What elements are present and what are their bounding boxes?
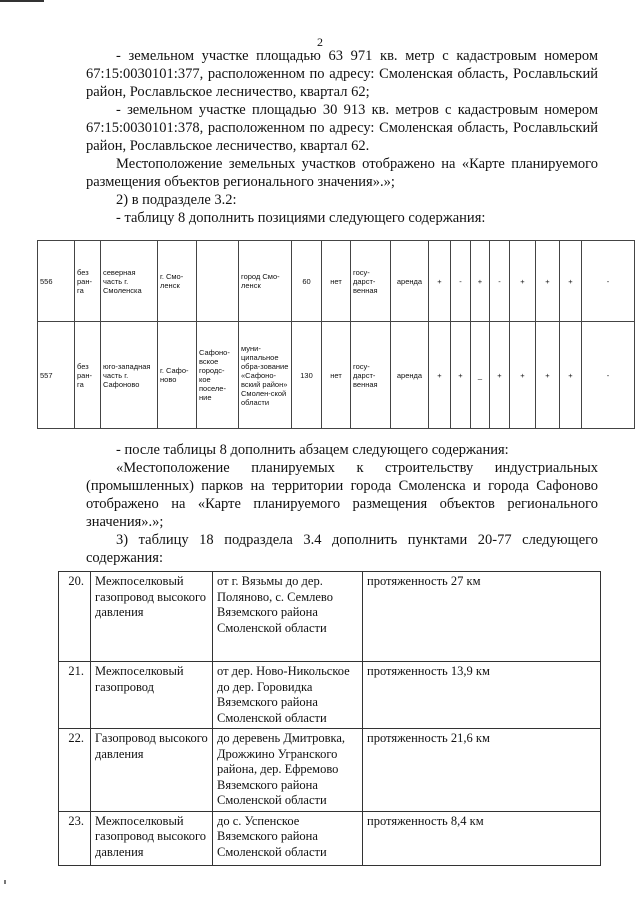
table-cell-parameter: протяженность 13,9 км xyxy=(363,662,601,729)
table-cell: северная часть г. Смоленска xyxy=(101,241,158,322)
table-cell-parameter: протяженность 27 км xyxy=(363,572,601,662)
paragraph-industrial-parks: «Местоположение планируемых к строительству индустриальных (промышленных) парков на территории города Смоленска и города Сафоново отображено на «Карте планируемого размещения объектов регионального значения».»; xyxy=(86,460,598,530)
table-cell: + xyxy=(429,241,451,322)
table-cell-number: 20. xyxy=(59,572,91,662)
table-cell-name: Межпоселковый газопровод высокого давления xyxy=(91,811,213,865)
table-row xyxy=(59,729,601,812)
page-number: 2 xyxy=(317,35,323,49)
table-cell: аренда xyxy=(391,241,429,322)
table-cell: + xyxy=(510,322,536,429)
table-cell: + xyxy=(490,322,510,429)
table-cell-parameter: протяженность 8,4 км xyxy=(363,811,601,865)
table-cell: + xyxy=(536,322,560,429)
table-cell: 60 xyxy=(292,241,322,322)
table-cell: + xyxy=(451,322,471,429)
table-cell: + xyxy=(510,241,536,322)
paragraph-after-table8: - после таблицы 8 дополнить абзацем следующего содержания: xyxy=(116,442,509,458)
table-row xyxy=(59,811,601,865)
table-cell: Сафоно-вское городс-кое поселе-ние xyxy=(197,322,239,429)
table-cell: без ран-га xyxy=(75,322,101,429)
table-cell-number: 22. xyxy=(59,729,91,812)
table-cell: аренда xyxy=(391,322,429,429)
table-cell: нет xyxy=(322,241,351,322)
table-cell: 130 xyxy=(292,322,322,429)
table-cell: 556 xyxy=(38,241,75,322)
table-cell: - xyxy=(582,241,635,322)
table-cell: госу-дарст-венная xyxy=(351,322,391,429)
table-cell: г. Сафо-ново xyxy=(158,322,197,429)
table-cell-location: от дер. Ново-Никольское до дер. Горовидка Вяземского района Смоленской области xyxy=(213,662,363,729)
table-row xyxy=(38,322,635,429)
table-cell: - xyxy=(490,241,510,322)
table-cell-name: Межпоселковый газопровод высокого давления xyxy=(91,572,213,662)
table-row xyxy=(38,241,635,322)
table-cell-location: до деревень Дмитровка, Дрожжино Угранского района, дер. Ефремово Вяземского района Смоленской области xyxy=(213,729,363,812)
table-cell: + xyxy=(471,241,490,322)
table-cell xyxy=(197,241,239,322)
table-cell: госу-дарст-венная xyxy=(351,241,391,322)
table-cell: г. Смо-ленск xyxy=(158,241,197,322)
table-8 xyxy=(37,240,635,429)
table-cell: без ран-га xyxy=(75,241,101,322)
table-cell: - xyxy=(582,322,635,429)
header-rule xyxy=(0,0,44,2)
scan-mark xyxy=(4,880,6,884)
paragraph-table18-intro: 3) таблицу 18 подраздела 3.4 дополнить пунктами 20-77 следующего содержания: xyxy=(86,532,598,566)
table-cell: + xyxy=(536,241,560,322)
table-cell-parameter: протяженность 21,6 км xyxy=(363,729,601,812)
table-cell: 557 xyxy=(38,322,75,429)
paragraph-plot-378: - земельном участке площадью 30 913 кв. метров с кадастровым номером 67:15:0030101:378, расположенном по адресу: Смоленская область, Рославльский район, Рославльское лесничество, квартал 62. xyxy=(86,102,598,154)
paragraph-subsection-3-2: 2) в подразделе 3.2: xyxy=(116,192,237,208)
table-cell: юго-западная часть г. Сафоново xyxy=(101,322,158,429)
table-cell: _ xyxy=(471,322,490,429)
table-cell-location: от г. Вязьмы до дер. Поляново, с. Семлево Вяземского района Смоленской области xyxy=(213,572,363,662)
table-row xyxy=(59,572,601,662)
table-cell: - xyxy=(451,241,471,322)
table-row xyxy=(59,662,601,729)
table-cell: + xyxy=(560,241,582,322)
table-cell: муни-ципальное обра-зование «Сафоно-вский район» Смолен-ской области xyxy=(239,322,292,429)
table-cell: город Смо-ленск xyxy=(239,241,292,322)
table-cell: + xyxy=(429,322,451,429)
table-cell-name: Газопровод высокого давления xyxy=(91,729,213,812)
paragraph-plot-377: - земельном участке площадью 63 971 кв. метр с кадастровым номером 67:15:0030101:377, расположенном по адресу: Смоленская область, Рославльский район, Рославльское лесничество, квартал 62; xyxy=(86,48,598,100)
table-cell-name: Межпоселковый газопровод xyxy=(91,662,213,729)
table-18 xyxy=(58,571,601,866)
table-cell-number: 21. xyxy=(59,662,91,729)
paragraph-map-location: Местоположение земельных участков отображено на «Карте планируемого размещения объектов регионального значения».»; xyxy=(86,156,598,190)
table-cell-location: до с. Успенское Вяземского района Смоленской области xyxy=(213,811,363,865)
table-cell-number: 23. xyxy=(59,811,91,865)
paragraph-table8-intro: - таблицу 8 дополнить позициями следующего содержания: xyxy=(116,210,486,226)
table-cell: + xyxy=(560,322,582,429)
table-cell: нет xyxy=(322,322,351,429)
